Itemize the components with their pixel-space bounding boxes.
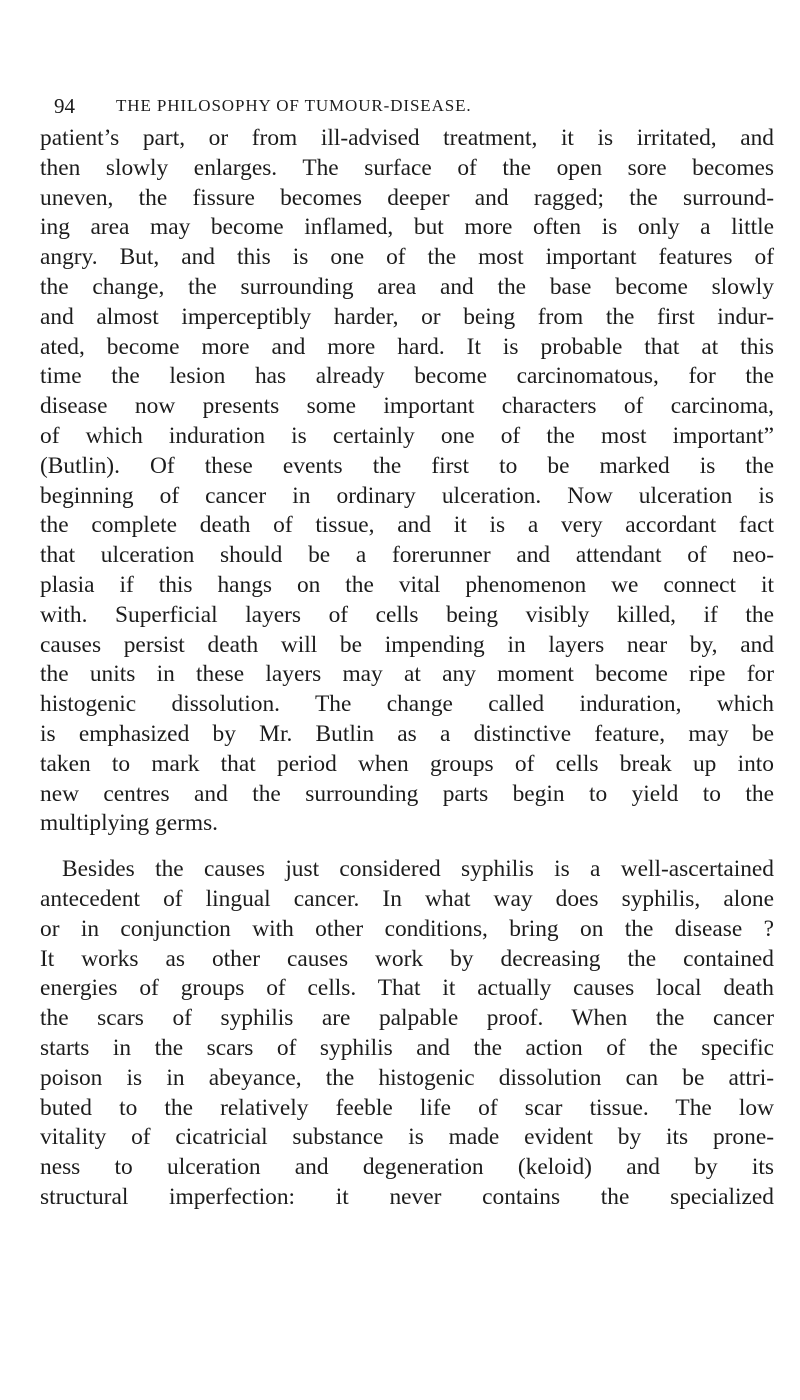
- text-line: then slowly enlarges. The surface of the open sore becomes: [40, 154, 774, 181]
- text-line: uneven, the fissure becomes deeper and ragged; the surround-: [40, 184, 774, 211]
- text-line: that ulceration should be a forerunner and attendant of neo-: [40, 542, 774, 569]
- text-line: patient’s part, or from ill-advised treatment, it is irritated, and: [40, 125, 774, 151]
- body-text: [40, 124, 774, 1213]
- text-line: multiplying germs.: [40, 810, 219, 837]
- text-line: new centres and the surrounding parts begin to yield to the: [40, 780, 774, 807]
- text-line: or in conjunction with other conditions, bring on the disease ?: [40, 915, 774, 942]
- text-line: plasia if this hangs on the vital phenomenon we connect it: [40, 571, 774, 598]
- page-header: [54, 94, 754, 128]
- text-line: the units in these layers may at any moment become ripe for: [40, 661, 774, 688]
- paragraph: [40, 124, 774, 839]
- text-line: causes persist death will be impending in layers near by, and: [40, 631, 774, 658]
- text-line: antecedent of lingual cancer. In what way does syphilis, alone: [40, 885, 774, 912]
- text-line: with. Superficial layers of cells being visibly killed, if the: [40, 601, 774, 628]
- page-number: 94: [54, 94, 75, 118]
- running-head: THE PHILOSOPHY OF TUMOUR-DISEASE.: [116, 96, 472, 115]
- text-line: taken to mark that period when groups of cells break up into: [40, 750, 774, 777]
- text-line: and almost imperceptibly harder, or being from the first indur-: [40, 303, 774, 330]
- text-line: poison is in abeyance, the histogenic dissolution can be attri-: [40, 1064, 774, 1091]
- text-line: buted to the relatively feeble life of scar tissue. The low: [40, 1094, 774, 1121]
- text-line: starts in the scars of syphilis and the action of the specific: [40, 1034, 774, 1061]
- text-line: time the lesion has already become carcinomatous, for the: [40, 363, 774, 390]
- text-line: the change, the surrounding area and the base become slowly: [40, 273, 774, 300]
- text-line: is emphasized by Mr. Butlin as a distinctive feature, may be: [40, 720, 774, 747]
- text-line: disease now presents some important characters of carcinoma,: [40, 393, 774, 420]
- text-line: beginning of cancer in ordinary ulceration. Now ulceration is: [40, 482, 774, 509]
- text-line: the scars of syphilis are palpable proof. When the cancer: [40, 1005, 774, 1032]
- text-line: angry. But, and this is one of the most important features of: [40, 244, 774, 271]
- paragraph: [40, 855, 774, 1213]
- text-line: energies of groups of cells. That it actually causes local death: [40, 975, 774, 1002]
- text-line: (Butlin). Of these events the first to be marked is the: [40, 452, 774, 479]
- text-line: vitality of cicatricial substance is made evident by its prone-: [40, 1124, 774, 1151]
- text-line: of which induration is certainly one of the most important”: [40, 422, 774, 449]
- text-line: ing area may become inflamed, but more often is only a little: [40, 214, 774, 241]
- text-line: histogenic dissolution. The change called induration, which: [40, 691, 774, 718]
- text-line: Besides the causes just considered syphilis is a well-ascertained: [62, 856, 774, 883]
- text-line: It works as other causes work by decreasing the contained: [40, 945, 774, 972]
- text-line: ness to ulceration and degeneration (keloid) and by its: [40, 1154, 774, 1181]
- text-line: ated, become more and more hard. It is probable that at this: [40, 333, 774, 360]
- text-line: the complete death of tissue, and it is a very accordant fact: [40, 512, 774, 539]
- text-line: structural imperfection: it never contains the specialized: [40, 1183, 774, 1210]
